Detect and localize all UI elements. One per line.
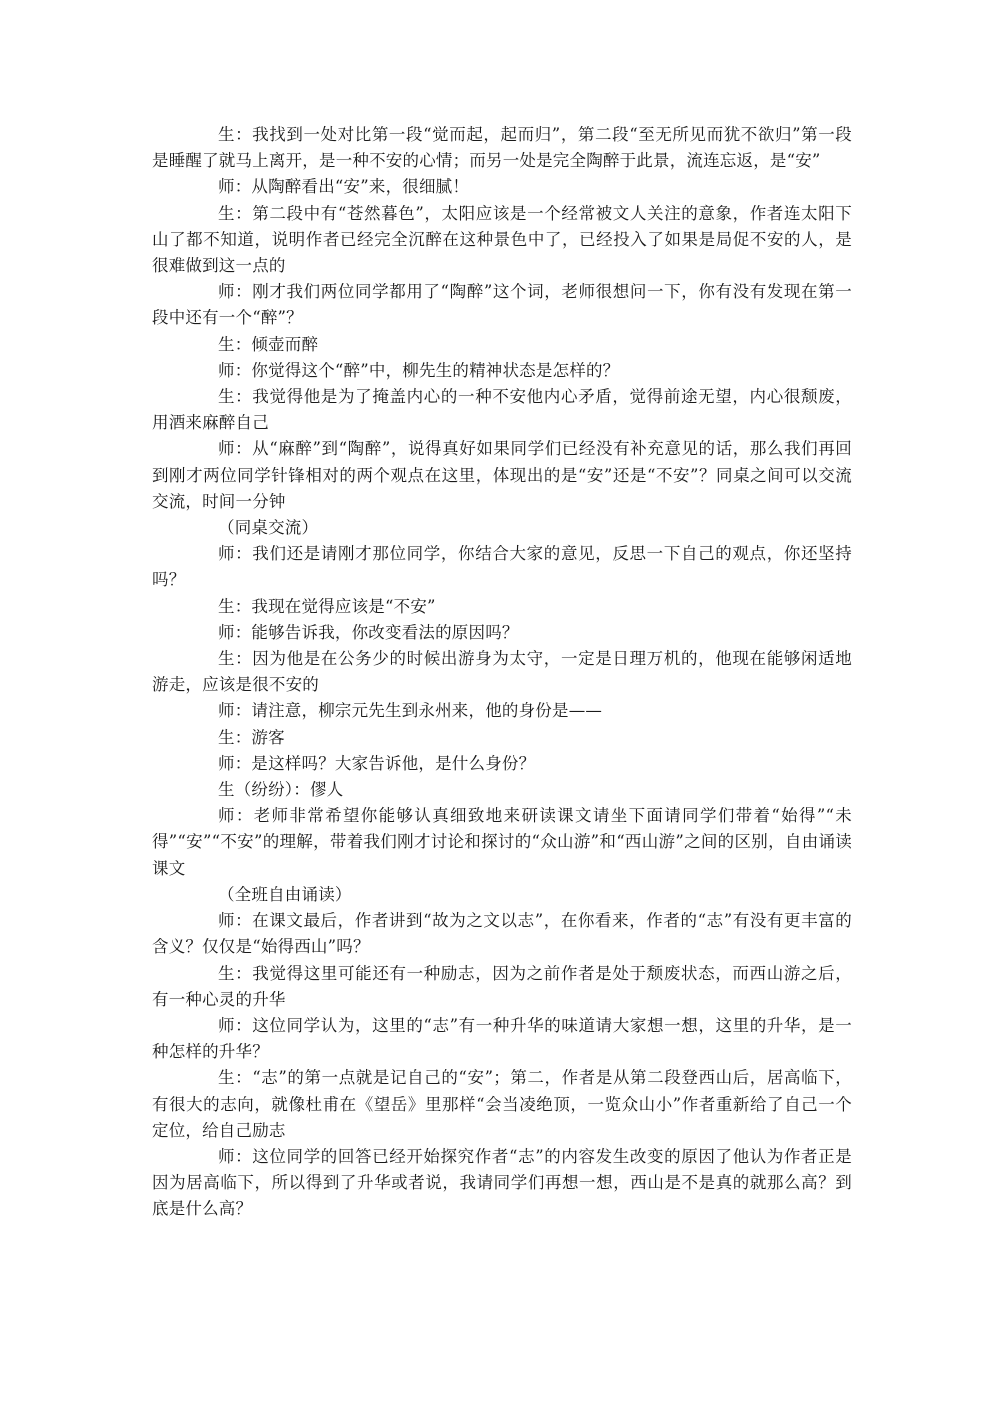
paragraph: 生：我觉得他是为了掩盖内心的一种不安他内心矛盾，觉得前途无望，内心很颓废，用酒来麻醉自己 (152, 387, 852, 433)
paragraph: 师：从“麻醉”到“陶醉”，说得真好如果同学们已经没有补充意见的话，那么我们再回到刚才两位同学针锋相对的两个观点在这里，体现出的是“安”还是“不安”？同桌之间可以交流交流，时间一分钟 (152, 439, 852, 511)
stage-direction: （全班自由诵读） (218, 884, 352, 904)
paragraph: 生：因为他是在公务少的时候出游身为太守，一定是日理万机的，他现在能够闲适地游走，应该是很不安的 (152, 649, 852, 695)
paragraph: 生：我觉得这里可能还有一种励志，因为之前作者是处于颓废状态，而西山游之后，有一种心灵的升华 (152, 963, 852, 1009)
paragraph: 生：“志”的第一点就是记自己的“安”；第二，作者是从第二段登西山后，居高临下，有很大的志向，就像杜甫在《望岳》里那样“会当凌绝顶，一览众山小”作者重新给了自己一个定位，给自己励志 (152, 1068, 852, 1140)
paragraph: 师：请注意，柳宗元先生到永州来，他的身份是—— (218, 701, 603, 721)
paragraph: 师：能够告诉我，你改变看法的原因吗？ (218, 622, 519, 642)
paragraph: 生：第二段中有“苍然暮色”，太阳应该是一个经常被文人关注的意象，作者连太阳下山了都不知道，说明作者已经完全沉醉在这种景色中了，已经投入了如果是局促不安的人，是很难做到这一点的 (152, 203, 852, 276)
paragraph: 师：老师非常希望你能够认真细致地来研读课文请坐下面请同学们带着“始得”“未得”“安”“不安”的理解，带着我们刚才讨论和探讨的“众山游”和“西山游”之间的区别，自由诵读课文 (152, 806, 852, 878)
paragraph: 生：我找到一处对比第一段“觉而起，起而归”，第二段“至无所见而犹不欲归”第一段是睡醒了就马上离开，是一种不安的心情；而另一处是完全陶醉于此景，流连忘返，是“安” (152, 125, 852, 171)
paragraph: 生：倾壶而醉 (218, 334, 319, 354)
paragraph: 师：在课文最后，作者讲到“故为之文以志”，在你看来，作者的“志”有没有更丰富的含义？仅仅是“始得西山”吗？ (152, 911, 852, 957)
paragraph: 师：是这样吗？大家告诉他，是什么身份？ (218, 753, 536, 773)
paragraph: 师：我们还是请刚才那位同学，你结合大家的意见，反思一下自己的观点，你还坚持吗？ (152, 544, 852, 590)
paragraph: 师：这位同学认为，这里的“志”有一种升华的味道请大家想一想，这里的升华，是一种怎样的升华？ (152, 1015, 852, 1062)
paragraph: 师：从陶醉看出“安”来，很细腻！ (218, 177, 470, 197)
paragraph: 师：刚才我们两位同学都用了“陶醉”这个词，老师很想问一下，你有没有发现在第一段中还有一个“醉”？ (152, 282, 852, 328)
paragraph: 师：这位同学的回答已经开始探究作者“志”的内容发生改变的原因了他认为作者正是因为居高临下，所以得到了升华或者说，我请同学们再想一想，西山是不是真的就那么高？到底是什么高？ (152, 1146, 852, 1219)
document-body (152, 122, 852, 1223)
stage-direction: （同桌交流） (218, 518, 319, 538)
paragraph: 生：游客 (218, 727, 285, 747)
paragraph: 生：我现在觉得应该是“不安” (218, 596, 436, 616)
paragraph: 生（纷纷）：僇人 (218, 780, 344, 800)
paragraph: 师：你觉得这个“醉”中，柳先生的精神状态是怎样的？ (218, 360, 620, 380)
